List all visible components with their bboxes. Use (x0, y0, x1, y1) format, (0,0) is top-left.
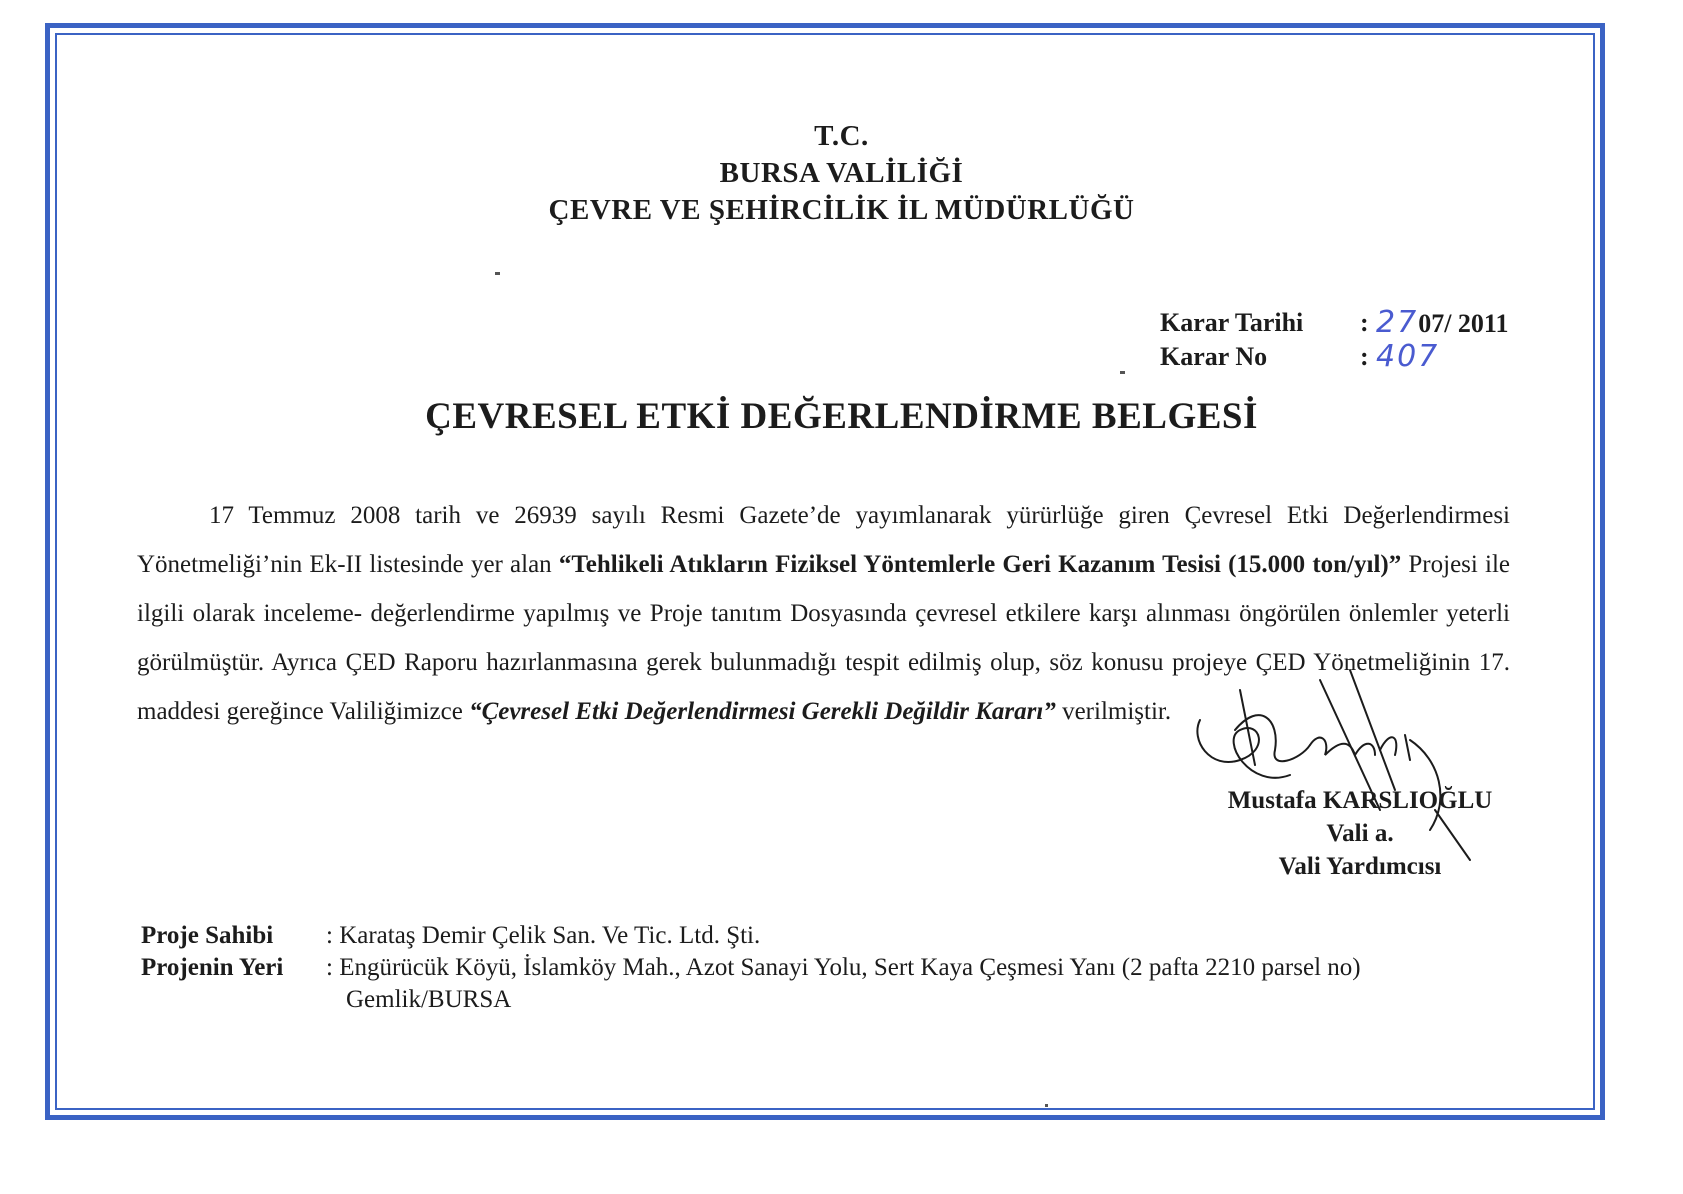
decision-date-label: Karar Tarihi (1160, 308, 1304, 337)
project-location-value: : Engürücük Köyü, İslamköy Mah., Azot Sanayi Yolu, Sert Kaya Çeşmesi Yanı (2 pafta 2210 parsel no) (326, 954, 1361, 981)
decision-number-label: Karar No (1160, 342, 1268, 371)
project-owner-label: Proje Sahibi (141, 922, 274, 949)
scan-speck (1045, 1104, 1048, 1107)
decision-statement: “Çevresel Etki Değerlendirmesi Gerekli Değildir Kararı” (469, 698, 1056, 725)
decision-number-row: Karar No : 407 (1160, 339, 1440, 374)
header-line-governorship: BURSA VALİLİĞİ (719, 157, 964, 189)
project-location-row-2 (141, 984, 1576, 1016)
scan-speck (1120, 371, 1125, 374)
issuer-header (0, 118, 1683, 229)
signatory-block (1180, 784, 1540, 883)
document-title: ÇEVRESEL ETKİ DEĞERLENDİRME BELGESİ (425, 396, 1258, 437)
header-line-directorate: ÇEVRE VE ŞEHİRCİLİK İL MÜDÜRLÜĞÜ (548, 194, 1135, 226)
signatory-name: Mustafa KARSLIOĞLU (1227, 787, 1493, 814)
header-line-tc: T.C. (814, 120, 869, 152)
body-part-2: Projesi ile ilgili olarak inceleme- değerlendirme yapılmış ve Proje tanıtım Dosyasında çevresel etkilere karşı alınması öngörülen önlemler yeterli görülmüştür. Ayrıca ÇED Raporu hazırlanmasına gerek bulunmadığı tespit edilmiş olup, söz konusu projeye ÇED Yönetmeliğinin 17. maddesi gereğince Valiliğimizce (137, 551, 1511, 725)
signatory-title: Vali Yardımcısı (1278, 853, 1442, 880)
body-part-3: verilmiştir. (1055, 698, 1172, 725)
decision-date-handwritten: 27 (1376, 305, 1419, 340)
project-location-label: Projenin Yeri (141, 954, 284, 981)
project-location-city: Gemlik/BURSA (346, 986, 512, 1013)
signatory-role: Vali a. (1326, 820, 1394, 847)
decision-date-row: Karar Tarihi : 2707/ 2011 (1160, 305, 1509, 340)
decision-date-value (1376, 306, 1508, 340)
body-part-1: 17 Temmuz 2008 tarih ve 26939 sayılı Resmi Gazete’de yayımlanarak yürürlüğe giren Çevresel Etki Değerlendirmesi Yönetmeliği’nin Ek-II listesinde yer alan (137, 502, 1510, 578)
scan-speck (495, 272, 500, 275)
project-owner-value: : Karataş Demir Çelik San. Ve Tic. Ltd. Şti. (326, 922, 761, 949)
decision-number-handwritten: 407 (1376, 339, 1440, 374)
decision-date-printed: 07/ 2011 (1418, 309, 1509, 338)
project-location-row (141, 952, 1576, 984)
project-name: “Tehlikeli Atıkların Fiziksel Yöntemlerle Geri Kazanım Tesisi (15.000 ton/yıl)” (558, 551, 1402, 578)
decision-meta (1160, 306, 1508, 373)
project-owner-row (141, 920, 1576, 952)
project-details (141, 920, 1576, 1016)
